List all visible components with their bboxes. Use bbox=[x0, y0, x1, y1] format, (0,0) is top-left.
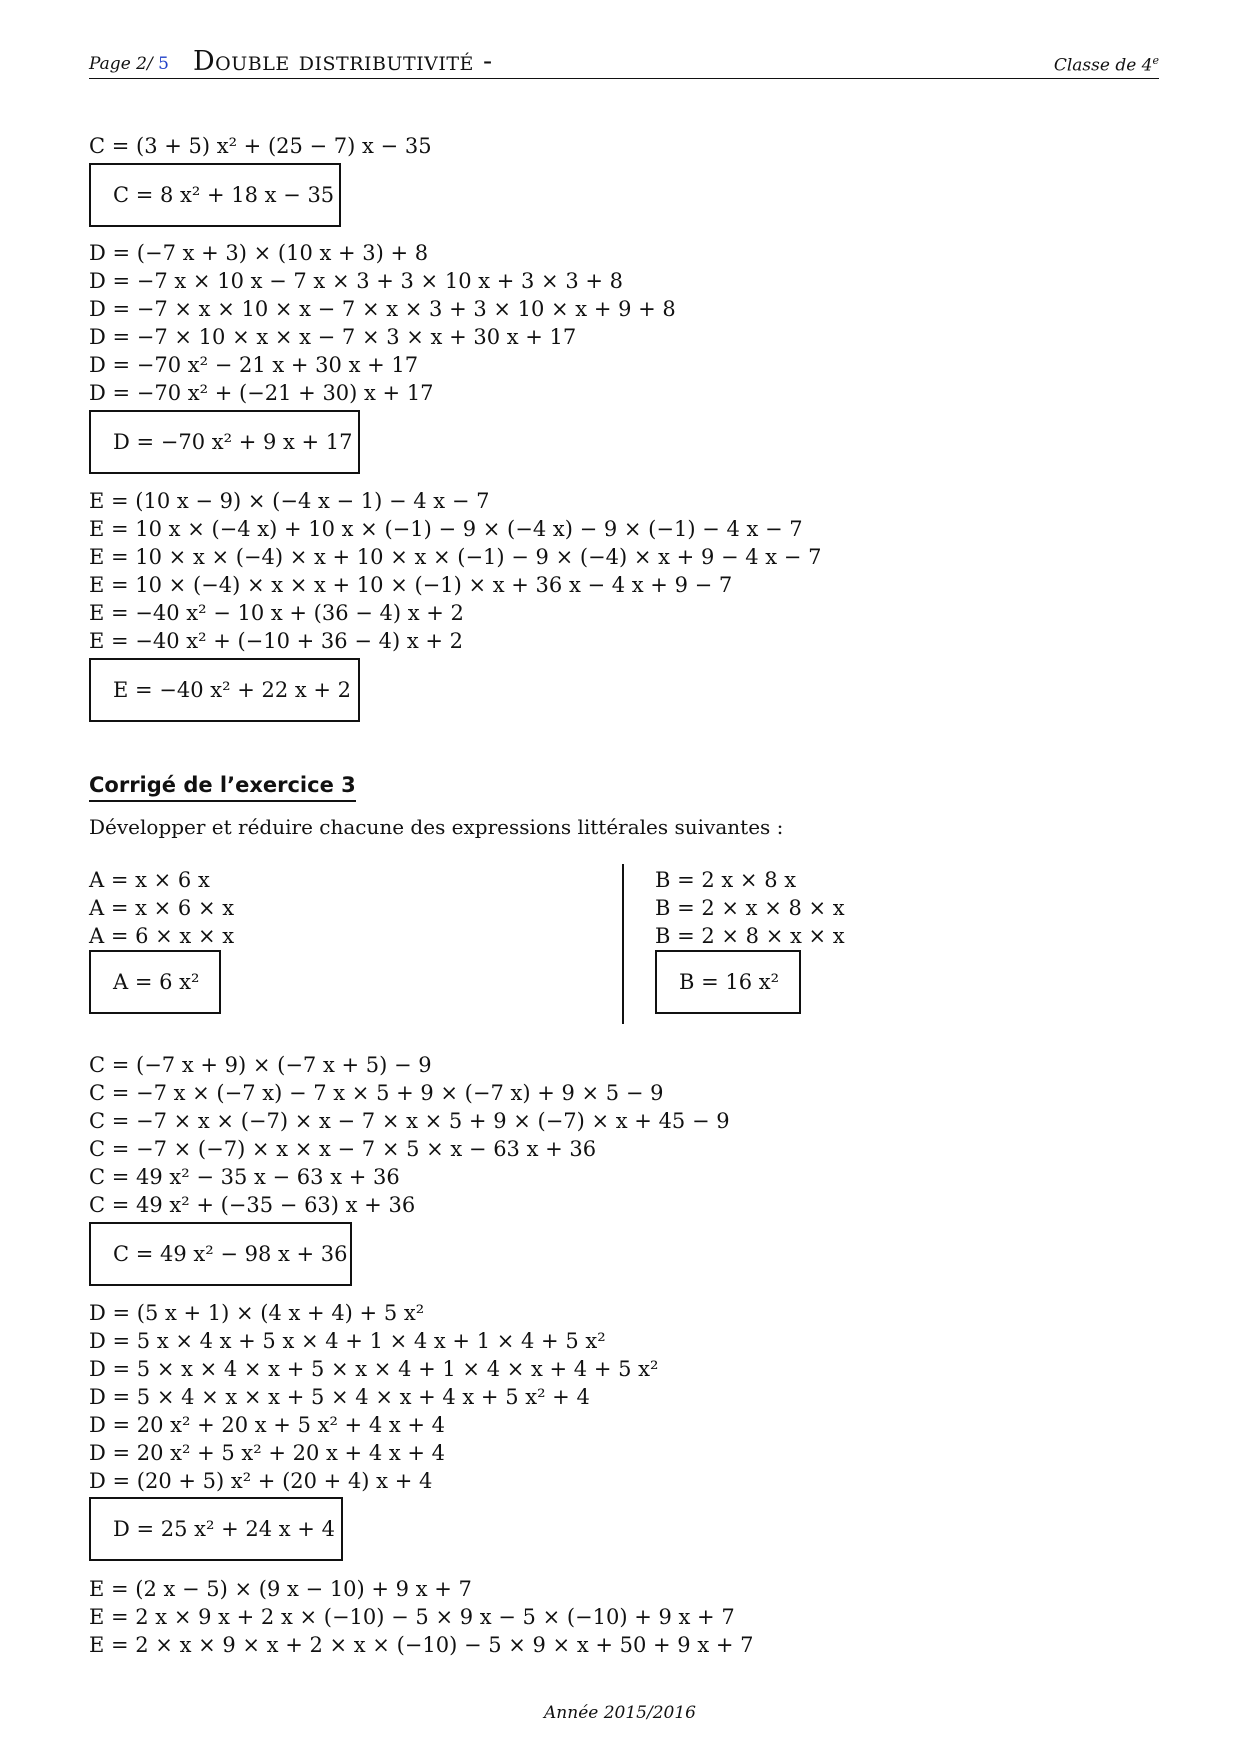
part1-c-line: C = (3 + 5) x² + (25 − 7) x − 35 bbox=[89, 134, 432, 158]
page-header bbox=[89, 44, 1159, 79]
ex3-d-line: D = 5 × x × 4 × x + 5 × x × 4 + 1 × 4 × x + 4 + 5 x² bbox=[89, 1357, 659, 1381]
part1-d-result-box: D = −70 x² + 9 x + 17 bbox=[89, 410, 360, 474]
ex3-b-result-box: B = 16 x² bbox=[655, 950, 801, 1014]
ex3-c-line: C = 49 x² + (−35 − 63) x + 36 bbox=[89, 1193, 416, 1217]
part1-d-line: D = −70 x² − 21 x + 30 x + 17 bbox=[89, 353, 419, 377]
ex3-d-line: D = 5 x × 4 x + 5 x × 4 + 1 × 4 x + 1 × 4 + 5 x² bbox=[89, 1329, 606, 1353]
ex3-c-result-box: C = 49 x² − 98 x + 36 bbox=[89, 1222, 352, 1286]
ex3-d-line: D = (5 x + 1) × (4 x + 4) + 5 x² bbox=[89, 1301, 425, 1325]
page-footer-year: Année 2015/2016 bbox=[544, 1703, 696, 1723]
part1-d-line: D = −70 x² + (−21 + 30) x + 17 bbox=[89, 381, 434, 405]
document-title: Double distributivité - bbox=[193, 46, 493, 77]
part1-e-result-box: E = −40 x² + 22 x + 2 bbox=[89, 658, 360, 722]
ex3-a-line: A = x × 6 × x bbox=[89, 896, 235, 920]
ex3-e-line: E = 2 × x × 9 × x + 2 × x × (−10) − 5 × 9 × x + 50 + 9 x + 7 bbox=[89, 1633, 754, 1657]
exercise-3-title: Corrigé de l’exercice 3 bbox=[89, 773, 356, 802]
ex3-d-result-box: D = 25 x² + 24 x + 4 bbox=[89, 1497, 343, 1561]
exercise-3-instruction: Développer et réduire chacune des expressions littérales suivantes : bbox=[89, 815, 784, 839]
ex3-e-line: E = 2 x × 9 x + 2 x × (−10) − 5 × 9 x − 5 × (−10) + 9 x + 7 bbox=[89, 1605, 735, 1629]
part1-e-line: E = −40 x² − 10 x + (36 − 4) x + 2 bbox=[89, 601, 464, 625]
class-label-text: Classe de 4 bbox=[1053, 55, 1153, 76]
part1-d-line: D = −7 × x × 10 × x − 7 × x × 3 + 3 × 10 × x + 9 + 8 bbox=[89, 297, 676, 321]
part1-e-line: E = 10 × x × (−4) × x + 10 × x × (−1) − 9 × (−4) × x + 9 − 4 x − 7 bbox=[89, 545, 822, 569]
part1-d-line: D = −7 × 10 × x × x − 7 × 3 × x + 30 x + 17 bbox=[89, 325, 577, 349]
class-label-sup: e bbox=[1152, 54, 1159, 67]
ex3-c-line: C = 49 x² − 35 x − 63 x + 36 bbox=[89, 1165, 400, 1189]
part1-e-line: E = (10 x − 9) × (−4 x − 1) − 4 x − 7 bbox=[89, 489, 490, 513]
ex3-c-line: C = (−7 x + 9) × (−7 x + 5) − 9 bbox=[89, 1053, 432, 1077]
ex3-c-line: C = −7 × (−7) × x × x − 7 × 5 × x − 63 x + 36 bbox=[89, 1137, 597, 1161]
part1-e-line: E = −40 x² + (−10 + 36 − 4) x + 2 bbox=[89, 629, 463, 653]
ex3-c-line: C = −7 x × (−7 x) − 7 x × 5 + 9 × (−7 x) + 9 × 5 − 9 bbox=[89, 1081, 664, 1105]
ex3-a-line: A = x × 6 x bbox=[89, 868, 210, 892]
ex3-a-result-box: A = 6 x² bbox=[89, 950, 221, 1014]
part1-c-result-box: C = 8 x² + 18 x − 35 bbox=[89, 163, 341, 227]
ex3-b-line: B = 2 × x × 8 × x bbox=[655, 896, 845, 920]
column-divider bbox=[622, 864, 624, 1024]
ex3-b-line: B = 2 x × 8 x bbox=[655, 868, 797, 892]
class-label bbox=[1054, 54, 1159, 76]
ex3-a-line: A = 6 × x × x bbox=[89, 924, 235, 948]
page-indicator bbox=[89, 54, 169, 74]
part1-e-line: E = 10 × (−4) × x × x + 10 × (−1) × x + 36 x − 4 x + 9 − 7 bbox=[89, 573, 733, 597]
ex3-d-line: D = 20 x² + 20 x + 5 x² + 4 x + 4 bbox=[89, 1413, 446, 1437]
ex3-d-line: D = 20 x² + 5 x² + 20 x + 4 x + 4 bbox=[89, 1441, 446, 1465]
ex3-c-line: C = −7 × x × (−7) × x − 7 × x × 5 + 9 × (−7) × x + 45 − 9 bbox=[89, 1109, 730, 1133]
ex3-b-line: B = 2 × 8 × x × x bbox=[655, 924, 845, 948]
ex3-d-line: D = (20 + 5) x² + (20 + 4) x + 4 bbox=[89, 1469, 433, 1493]
part1-d-line: D = (−7 x + 3) × (10 x + 3) + 8 bbox=[89, 241, 429, 265]
page-total-link[interactable]: 5 bbox=[158, 54, 169, 74]
part1-d-line: D = −7 x × 10 x − 7 x × 3 + 3 × 10 x + 3 × 3 + 8 bbox=[89, 269, 623, 293]
part1-e-line: E = 10 x × (−4 x) + 10 x × (−1) − 9 × (−4 x) − 9 × (−1) − 4 x − 7 bbox=[89, 517, 803, 541]
ex3-d-line: D = 5 × 4 × x × x + 5 × 4 × x + 4 x + 5 x² + 4 bbox=[89, 1385, 590, 1409]
ex3-e-line: E = (2 x − 5) × (9 x − 10) + 9 x + 7 bbox=[89, 1577, 472, 1601]
page-label: Page 2/ bbox=[89, 54, 153, 74]
